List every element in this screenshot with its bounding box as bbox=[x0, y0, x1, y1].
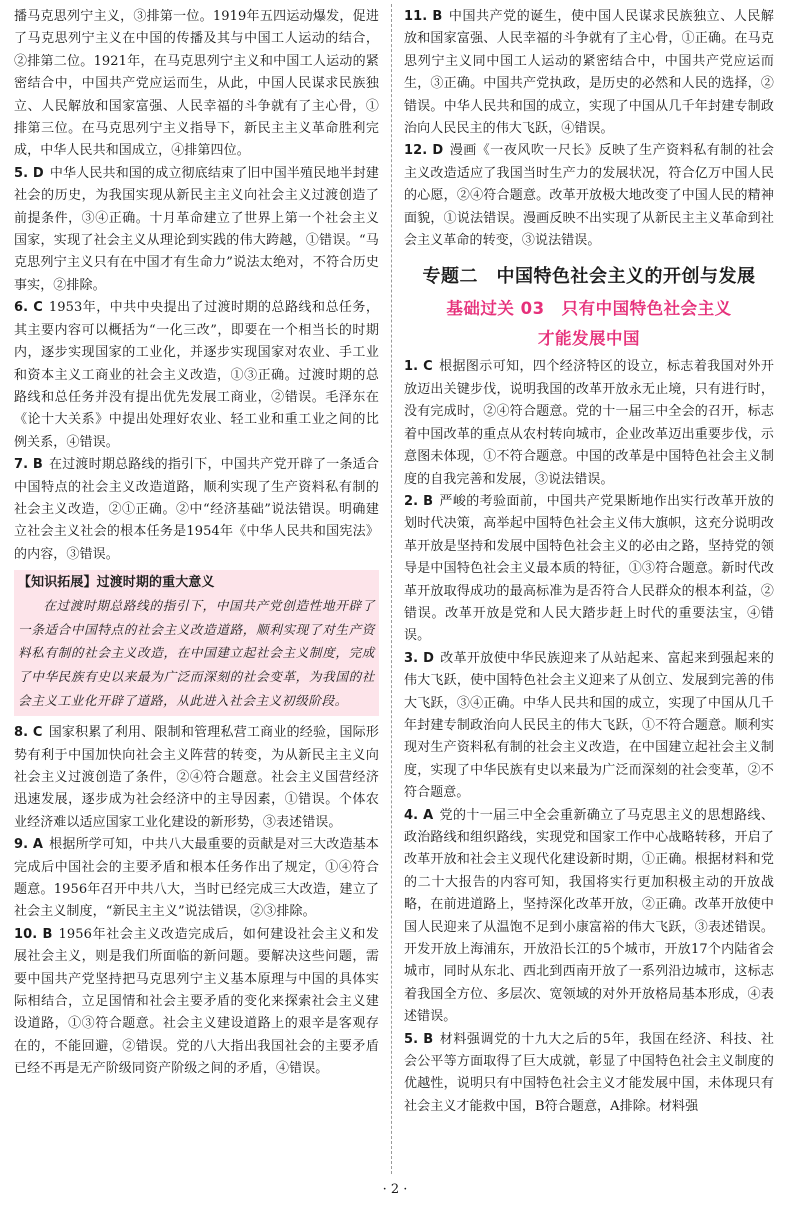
answer-text: 中华人民共和国的成立彻底结束了旧中国半殖民地半封建社会的历史，为我国实现从新民主主义向社会主义过渡创造了前提条件，③④正确。十月革命建立了世界上第一个社会主义国家，实现了社会主义从理论到实践的伟大跨越，①错误。“马克思列宁主义只有在中国才有生命力”说法太绝对，不符合历史事实，②排除。 bbox=[14, 165, 379, 293]
column-divider bbox=[391, 4, 392, 1174]
answer-number: 3. D bbox=[404, 650, 434, 666]
knowledge-box-body: 在过渡时期总路线的指引下，中国共产党创造性地开辟了一条适合中国特点的社会主义改造道路，顺利实现了对生产资料私有制的社会主义改造，在中国建立起社会主义制度，完成了中华民族有史以来最为广泛而深刻的社会变革，为我国的社会主义工业化开辟了道路，从此进入社会主义初级阶段。 bbox=[18, 598, 375, 708]
answer-number: 5. B bbox=[404, 1031, 434, 1047]
answer-text: 严峻的考验面前，中国共产党果断地作出实行改革开放的划时代决策，高举起中国特色社会主义伟大旗帜，这充分说明改革开放是坚持和发展中国特色社会主义的必由之路，坚持党的领导是中国特色社会主义最本质的特征，①③符合题意。新时代改革开放取得成功的最高标准为是否符合人民群众的根本利益，②错误。改革开放是党和人民大踏步赶上时代的重要法宝，④错误。 bbox=[404, 493, 774, 644]
answer-number: 6. C bbox=[14, 300, 43, 316]
answer-number: 11. B bbox=[404, 9, 443, 24]
answer-number: 8. C bbox=[14, 725, 43, 741]
answer-text: 中国共产党的诞生，使中国人民谋求民族独立、人民解放和国家富强、人民幸福的斗争就有了主心骨，①正确。在马克思列宁主义同中国工人运动的紧密结合中，中国共产党应运而生，③正确。中国共产党执政，是历史的必然和人民的选择，②错误。中华人民共和国的成立，实现了中国从几千年封建专制政治向人民民主的伟大飞跃，④错误。 bbox=[404, 9, 774, 137]
answer-text: 材料强调党的十九大之后的5年，我国在经济、科技、社会公平等方面取得了巨大成就，彰显了中国特色社会主义制度的优越性，说明只有中国特色社会主义才能发展中国，未体现只有社会主义才能救中国，B符合题意，A排除。材料强 bbox=[404, 1031, 774, 1114]
answer-item-6 bbox=[14, 297, 379, 454]
answer-item-s2-3 bbox=[404, 648, 774, 805]
answer-text: 根据所学可知，中共八大最重要的贡献是对三大改造基本完成后中国社会的主要矛盾和根本任务作出了规定，①④符合题意。1956年召开中共八大，当时已经完成三大改造，建立了社会主义制度，“新民主主义”说法错误，②③排除。 bbox=[14, 837, 379, 920]
answer-number: 12. D bbox=[404, 143, 444, 159]
answer-item-s2-2 bbox=[404, 491, 774, 648]
answer-item-5 bbox=[14, 163, 379, 297]
answer-number: 2. B bbox=[404, 493, 434, 509]
answer-item-7 bbox=[14, 454, 379, 566]
left-column bbox=[14, 6, 379, 1081]
answer-item-s2-1 bbox=[404, 356, 774, 490]
answer-item-8 bbox=[14, 722, 379, 834]
answer-text: 1956年社会主义改造完成后，如何建设社会主义和发展社会主义，则是我们所面临的新问题。要解决这些问题，需要中国共产党坚持把马克思列宁主义基本原理与中国的具体实际相结合，立足国情和社会主要矛盾的变化来探索社会主义建设道路，①③符合题意。社会主义建设道路上的艰辛是客观存在的，不能回避，②错误。党的八大指出我国社会的主要矛盾已经不再是无产阶级同资产阶级之间的矛盾，④错误。 bbox=[14, 926, 379, 1077]
answer-number: 1. C bbox=[404, 359, 433, 375]
answer-number: 9. A bbox=[14, 837, 44, 853]
page-number: · 2 · bbox=[382, 1182, 408, 1197]
answer-text: 1953年，中共中央提出了过渡时期的总路线和总任务，其主要内容可以概括为“一化三改”，即要在一个相当长的时期内，逐步实现国家的工业化，并逐步实现国家对农业、手工业和资本主义工商业的社会主义改造，①③正确。过渡时期的总路线和总任务并没有提出优先发展工商业，②错误。毛泽东在《论十大关系》中提出处理好农业、轻工业和重工业之间的比例关系，④错误。 bbox=[14, 300, 380, 450]
answer-item-10 bbox=[14, 924, 379, 1081]
answer-text: 播马克思列宁主义，③排第一位。1919年五四运动爆发，促进了马克思列宁主义在中国的传播及其与中国工人运动的结合，②排第二位。1921年，在马克思列宁主义和中国工人运动的紧密结合中，中国共产党应运而生，从此，中国人民谋求民族独立、人民解放和国家富强、人民幸福的斗争就有了主心骨，①排第三位。在马克思列宁主义指导下，新民主主义革命胜利完成，中华人民共和国成立，④排第四位。 bbox=[14, 9, 379, 159]
answer-item-12 bbox=[404, 140, 774, 252]
subsection-title-line1: 基础过关 03 只有中国特色社会主义 bbox=[446, 299, 732, 319]
answer-item-9 bbox=[14, 834, 379, 924]
answer-text: 在过渡时期总路线的指引下，中国共产党开辟了一条适合中国特点的社会主义改造道路，顺利实现了生产资料私有制的社会主义改造，②①正确。②中“经济基础”说法错误。明确建立社会主义社会的根本任务是1954年《中华人民共和国宪法》的内容，③错误。 bbox=[14, 457, 379, 562]
right-column bbox=[404, 6, 774, 1118]
answer-item-11 bbox=[404, 6, 774, 140]
answer-text: 国家积累了利用、限制和管理私营工商业的经验，国际形势有利于中国加快向社会主义阵营的转变，为从新民主主义向社会主义过渡创造了条件，②④符合题意。社会主义国营经济迅速发展，逐步成为社会经济中的主导因素，①错误。个体农业经济难以适应国家工业化建设的新形势，③表述错误。 bbox=[14, 725, 379, 830]
answer-number: 7. B bbox=[14, 457, 43, 473]
knowledge-box-title: 【知识拓展】过渡时期的重大意义 bbox=[18, 575, 215, 591]
knowledge-extension-box bbox=[14, 570, 379, 716]
answer-number: 4. A bbox=[404, 807, 434, 823]
answer-text: 根据图示可知，四个经济特区的设立，标志着我国对外开放迈出关键步伐，说明我国的改革开放永无止境，只有进行时，没有完成时，②④符合题意。党的十一届三中全会的召开，标志着中国改革的重点从农村转向城市，企业改革迈出重要步伐，示意图未体现，①不符合题意。中国的改革是中国特色社会主义制度的自我完善和发展，③说法错误。 bbox=[404, 359, 774, 487]
answer-text: 改革开放使中华民族迎来了从站起来、富起来到强起来的伟大飞跃，使中国特色社会主义迎来了从创立、发展到完善的伟大飞跃，③④正确。中华人民共和国的成立，实现了中国从几千年封建专制政治向人民民主的伟大飞跃，①不符合题意。顺利实现对生产资料私有制的社会主义改造，在中国建立起社会主义制度，实现了中华民族有史以来最为广泛而深刻的社会变革，②不符合题意。 bbox=[404, 650, 774, 801]
subsection-title-line2: 才能发展中国 bbox=[538, 329, 640, 349]
answer-item-s2-5 bbox=[404, 1029, 774, 1119]
answer-text: 党的十一届三中全会重新确立了马克思主义的思想路线、政治路线和组织路线，实现党和国家工作中心战略转移，开启了改革开放和社会主义现代化建设新时期，①正确。根据材料和党的二十大报告的内容可知，我国将实行更加积极主动的开放战略，在前进道路上，坚持深化改革开放，②正确。改革开放使中国人民迎来了从温饱不足到小康富裕的伟大飞跃，③表述错误。开发开放上海浦东，开放沿长江的5个城市，开放17个内陆省会城市，同时从东北、西北到西南开放了一系列沿边城市，这标志着我国全方位、多层次、宽领域的对外开放格局基本形成，④表述错误。 bbox=[404, 807, 774, 1025]
answer-item-s2-4 bbox=[404, 805, 774, 1029]
answer-number: 10. B bbox=[14, 926, 53, 942]
section-title: 专题二 中国特色社会主义的开创与发展 bbox=[422, 266, 756, 288]
answer-number: 5. D bbox=[14, 165, 44, 181]
answer-continuation bbox=[14, 6, 379, 163]
answer-text: 漫画《一夜风吹一尺长》反映了生产资料私有制的社会主义改造适应了我国当时生产力的发展状况，符合亿万中国人民的心愿，②④符合题意。改革开放极大地改变了中国人民的精神面貌，①说法错误。漫画反映不出实现了从新民主主义革命到社会主义革命的转变，③说法错误。 bbox=[404, 143, 774, 249]
